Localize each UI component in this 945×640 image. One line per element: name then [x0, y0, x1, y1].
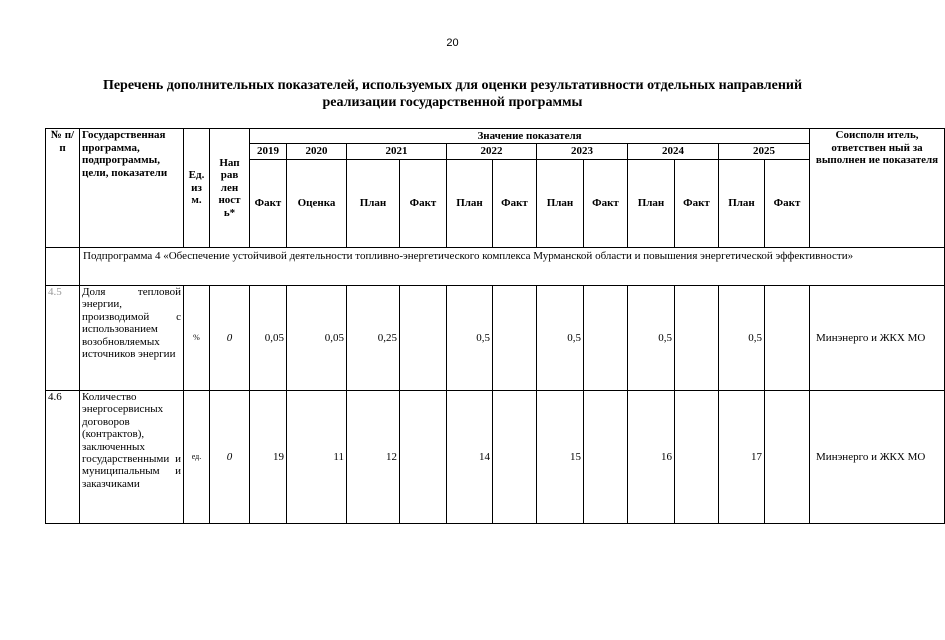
indicators-table — [45, 128, 945, 524]
row-value: 19 — [250, 391, 287, 524]
row-value — [675, 391, 719, 524]
header-year-2021: 2021 — [347, 144, 447, 160]
header-responsible: Соисполн итель, ответствен ный за выполнен ие показателя — [810, 129, 945, 248]
row-value: 17 — [719, 391, 765, 524]
header-sub: Факт — [765, 160, 810, 248]
row-value: 0,5 — [719, 286, 765, 391]
row-value: 0,5 — [447, 286, 493, 391]
row-value: 16 — [628, 391, 675, 524]
header-sub: Оценка — [287, 160, 347, 248]
row-value — [765, 286, 810, 391]
row-indicator-name: Количество энергосервисных договоров (контрактов), заключенных государственными и муниципальным и заказчиками — [80, 391, 184, 524]
row-responsible: Минэнерго и ЖКХ МО — [810, 391, 945, 524]
header-sub: План — [347, 160, 400, 248]
row-value: 0,05 — [287, 286, 347, 391]
row-responsible: Минэнерго и ЖКХ МО — [810, 286, 945, 391]
row-indicator-name: Доля тепловой энергии, производимой с использованием возобновляемых источников энергии — [80, 286, 184, 391]
subprogram-num-cell — [46, 248, 80, 286]
header-sub: План — [628, 160, 675, 248]
row-unit: ед. — [184, 391, 210, 524]
row-value: 0,25 — [347, 286, 400, 391]
header-num: № п/п — [46, 129, 80, 248]
header-sub: План — [719, 160, 765, 248]
row-direction: 0 — [210, 286, 250, 391]
row-value: 12 — [347, 391, 400, 524]
header-year-2025: 2025 — [719, 144, 810, 160]
header-sub: План — [537, 160, 584, 248]
row-value: 14 — [447, 391, 493, 524]
header-sub: Факт — [250, 160, 287, 248]
header-year-2019: 2019 — [250, 144, 287, 160]
row-value — [493, 286, 537, 391]
subprogram-title: Подпрограмма 4 «Обеспечение устойчивой деятельности топливно-энергетического комплекса Мурманской области и повышения энергетической эффективности» — [80, 248, 945, 286]
document-title-line2: реализации государственной программы — [322, 95, 583, 110]
header-name: Государственная программа, подпрограммы, цели, показатели — [80, 129, 184, 248]
page-number: 20 — [446, 37, 459, 49]
row-value: 0,5 — [628, 286, 675, 391]
header-unit: Ед. из м. — [184, 129, 210, 248]
header-value-group: Значение показателя — [250, 129, 810, 144]
header-year-2023: 2023 — [537, 144, 628, 160]
document-title — [60, 77, 845, 111]
row-value — [493, 391, 537, 524]
row-value: 15 — [537, 391, 584, 524]
document-title-line1: Перечень дополнительных показателей, используемых для оценки результативности отдельных направлений — [102, 78, 803, 93]
row-value — [584, 391, 628, 524]
row-value — [400, 391, 447, 524]
row-value: 11 — [287, 391, 347, 524]
row-value — [765, 391, 810, 524]
row-value — [584, 286, 628, 391]
header-sub: Факт — [400, 160, 447, 248]
row-value: 0,5 — [537, 286, 584, 391]
row-num: 4.6 — [46, 391, 80, 524]
row-value — [400, 286, 447, 391]
row-direction: 0 — [210, 391, 250, 524]
header-sub: Факт — [584, 160, 628, 248]
row-num: 4.5 — [46, 286, 80, 391]
row-value — [675, 286, 719, 391]
header-year-2024: 2024 — [628, 144, 719, 160]
row-unit: % — [184, 286, 210, 391]
header-year-2022: 2022 — [447, 144, 537, 160]
header-sub: План — [447, 160, 493, 248]
header-direction: Нап рав лен ност ь* — [210, 129, 250, 248]
header-sub: Факт — [675, 160, 719, 248]
header-year-2020: 2020 — [287, 144, 347, 160]
header-sub: Факт — [493, 160, 537, 248]
row-value: 0,05 — [250, 286, 287, 391]
